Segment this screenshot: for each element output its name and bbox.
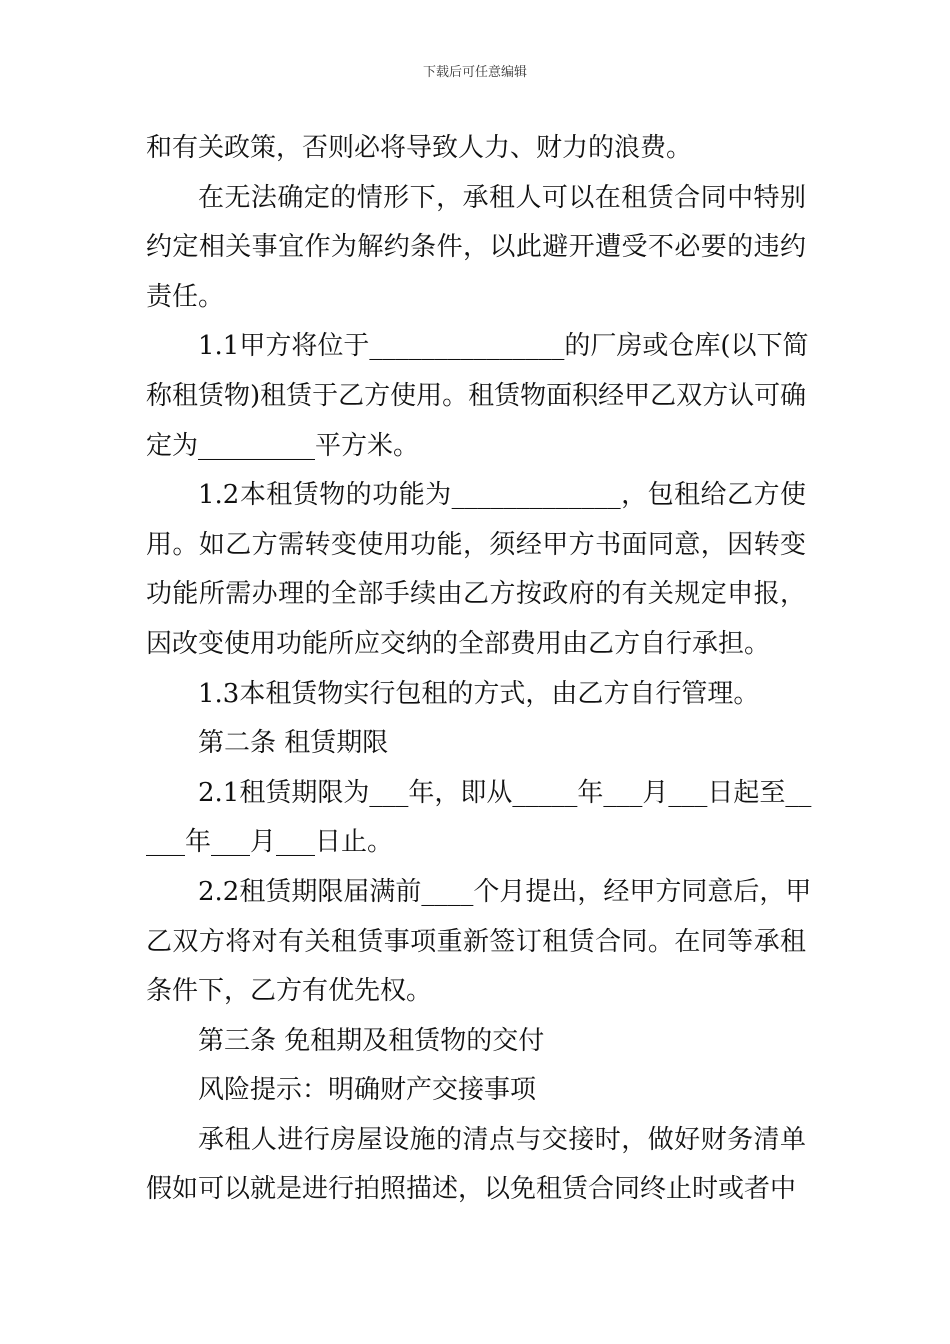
text-line: 第三条 免租期及租赁物的交付 [198, 1025, 545, 1056]
paragraph [146, 471, 806, 669]
paragraph [146, 174, 806, 323]
text-line: 2.2租赁期限届满前____个月提出，经甲方同意后，甲 [198, 876, 812, 907]
text-line: 条件下，乙方有优先权。 [146, 976, 433, 1007]
text-line: 定为_________平方米。 [146, 430, 420, 461]
paragraph [146, 719, 806, 769]
text-line: 1.3本租赁物实行包租的方式，由乙方自行管理。 [198, 678, 760, 709]
text-line: 在无法确定的情形下，承租人可以在租赁合同中特别 [198, 182, 806, 213]
text-line: 用。如乙方需转变使用功能，须经甲方书面同意，因转变 [146, 529, 806, 560]
text-line: 1.1甲方将位于_______________的厂房或仓库(以下简 [198, 331, 809, 362]
text-line: 风险提示：明确财产交接事项 [198, 1075, 537, 1106]
text-line: 第二条 租赁期限 [198, 728, 389, 759]
text-line: 1.2本租赁物的功能为_____________，包租给乙方使 [198, 480, 806, 511]
text-line: ___年___月___日止。 [146, 827, 394, 858]
document-body [146, 124, 812, 1215]
paragraph [146, 124, 806, 174]
text-line: 假如可以就是进行拍照描述，以免租赁合同终止时或者中 [146, 1174, 797, 1205]
paragraph [146, 1017, 806, 1067]
paragraph [146, 1116, 806, 1215]
paragraph [146, 670, 806, 720]
text-line: 称租赁物)租赁于乙方使用。租赁物面积经甲乙双方认可确 [146, 380, 807, 411]
text-line: 乙双方将对有关租赁事项重新签订租赁合同。在同等承租 [146, 926, 806, 957]
text-line: 2.1租赁期限为___年，即从_____年___月___日起至__ [198, 777, 812, 808]
text-line: 和有关政策，否则必将导致人力、财力的浪费。 [146, 133, 693, 163]
paragraph [146, 868, 812, 1017]
paragraph [146, 769, 812, 868]
paragraph [146, 322, 809, 471]
text-line: 承租人进行房屋设施的清点与交接时，做好财务清单 [198, 1124, 806, 1155]
text-line: 责任。 [146, 281, 225, 312]
text-line: 约定相关事宜作为解约条件，以此避开遭受不必要的违约 [146, 232, 806, 263]
text-line: 功能所需办理的全部手续由乙方按政府的有关规定申报， [146, 579, 806, 610]
text-line: 因改变使用功能所应交纳的全部费用由乙方自行承担。 [146, 628, 771, 659]
paragraph [146, 1066, 806, 1116]
page-header: 下载后可任意编辑 [422, 65, 527, 80]
